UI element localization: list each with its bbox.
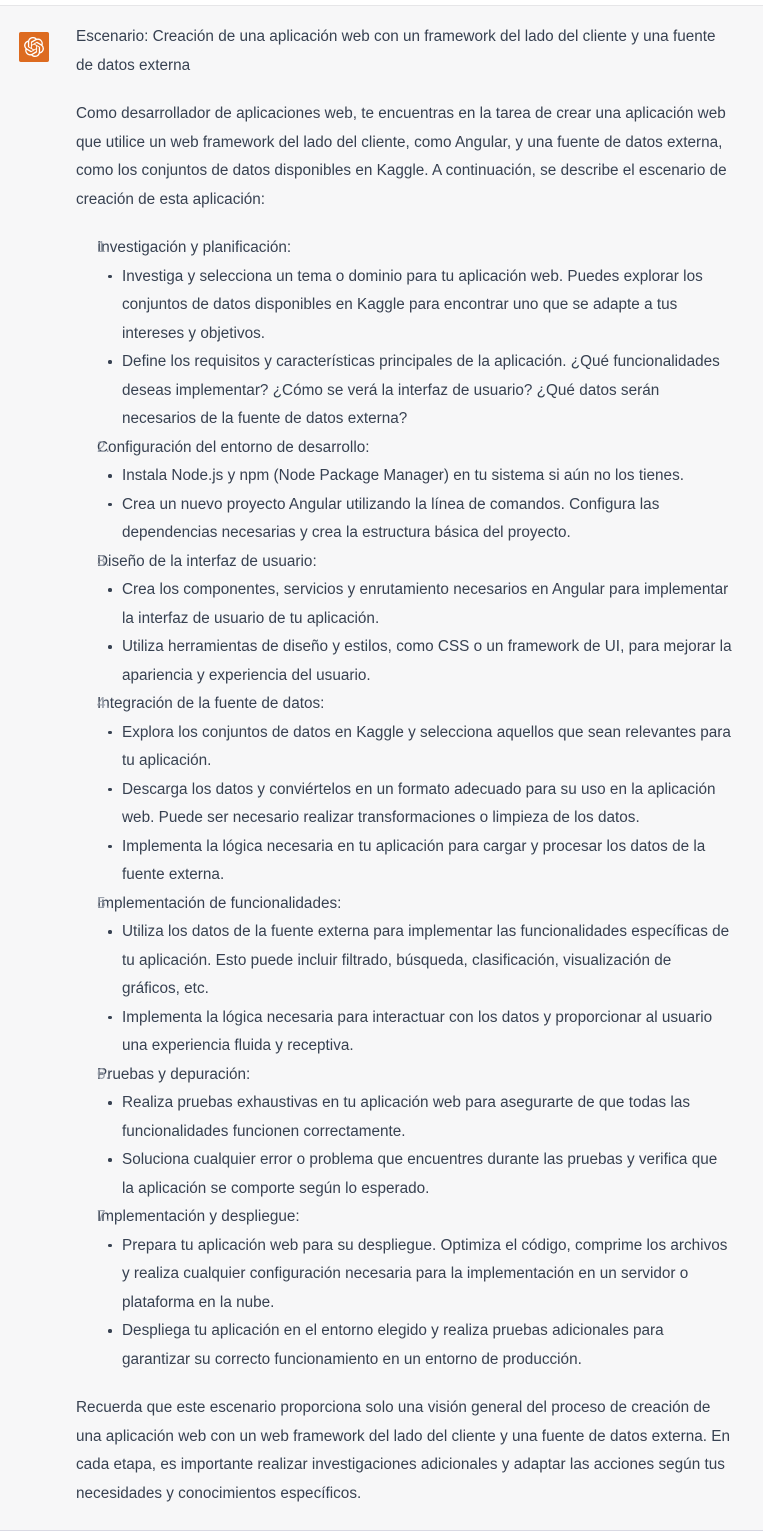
step-item xyxy=(76,234,733,434)
step-bullets xyxy=(97,263,733,434)
outro-paragraph: Recuerda que este escenario proporciona solo una visión general del proceso de creación de una aplicación web con un web framework del lado del cliente y una fuente de datos externa. En cada etapa, es importante realizar investigaciones adicionales y adaptar las acciones según tus necesidades y conocimientos específicos. xyxy=(76,1399,731,1502)
bullet-item: Define los requisitos y características principales de la aplicación. ¿Qué funcionalidades deseas implementar? ¿Cómo se verá la interfaz de usuario? ¿Qué datos serán necesarios de la fuente de datos externa? xyxy=(97,348,733,434)
bullet-item: Despliega tu aplicación en el entorno elegido y realiza pruebas adicionales para garantizar su correcto funcionamiento en un entorno de producción. xyxy=(97,1317,733,1374)
step-item xyxy=(76,1203,733,1374)
bullet-item: Realiza pruebas exhaustivas en tu aplicación web para asegurarte de que todas las funcionalidades funcionen correctamente. xyxy=(97,1089,733,1146)
assistant-avatar xyxy=(19,32,49,62)
step-title: Pruebas y depuración: xyxy=(97,1065,251,1083)
openai-logo-icon xyxy=(24,37,44,57)
step-item xyxy=(76,890,733,1061)
step-item xyxy=(76,690,733,890)
step-bullets xyxy=(97,462,733,548)
step-item xyxy=(76,1061,733,1204)
step-title: Implementación de funcionalidades: xyxy=(97,894,342,912)
bullet-item: Utiliza herramientas de diseño y estilos, como CSS o un framework de UI, para mejorar la apariencia y experiencia del usuario. xyxy=(97,633,733,690)
bullet-item: Prepara tu aplicación web para su despliegue. Optimiza el código, comprime los archivos y realiza cualquier configuración necesaria para la implementación en un servidor o plataforma en la nube. xyxy=(97,1232,733,1318)
step-title: Investigación y planificación: xyxy=(97,239,292,256)
step-bullets xyxy=(97,1089,733,1203)
bullet-item: Crea los componentes, servicios y enrutamiento necesarios en Angular para implementar la interfaz de usuario de tu aplicación. xyxy=(97,576,733,633)
bullet-item: Instala Node.js y npm (Node Package Manager) en tu sistema si aún no los tienes. xyxy=(97,462,733,491)
step-title: Integración de la fuente de datos: xyxy=(97,695,325,712)
bullet-item: Soluciona cualquier error o problema que encuentres durante las pruebas y verifica que la aplicación se comporte según lo esperado. xyxy=(97,1146,733,1203)
message-inner xyxy=(0,23,763,1508)
step-title: Implementación y despliegue: xyxy=(97,1208,300,1225)
assistant-message xyxy=(0,5,763,1531)
step-title: Diseño de la interfaz de usuario: xyxy=(97,552,317,570)
bullet-item: Implementa la lógica necesaria en tu aplicación para cargar y procesar los datos de la fuente externa. xyxy=(97,833,733,890)
bullet-item: Crea un nuevo proyecto Angular utilizando la línea de comandos. Configura las dependencias necesarias y crea la estructura básica del proyecto. xyxy=(97,491,733,548)
step-bullets xyxy=(97,576,733,690)
bullet-item: Investiga y selecciona un tema o dominio para tu aplicación web. Puedes explorar los conjuntos de datos disponibles en Kaggle para encontrar uno que se adapte a tus intereses y objetivos. xyxy=(97,263,733,349)
step-bullets xyxy=(97,918,733,1061)
step-bullets xyxy=(97,1232,733,1375)
message-content xyxy=(76,23,733,1508)
step-item xyxy=(76,548,733,691)
intro-paragraph: Como desarrollador de aplicaciones web, te encuentras en la tarea de crear una aplicación web que utilice un web framework del lado del cliente, como Angular, y una fuente de datos externa, como los conjuntos de datos disponibles en Kaggle. A continuación, se describe el escenario de creación de esta aplicación: xyxy=(76,105,727,208)
step-bullets xyxy=(97,719,733,890)
bullet-item: Utiliza los datos de la fuente externa para implementar las funcionalidades específicas de tu aplicación. Esto puede incluir filtrado, búsqueda, clasificación, visualización de gráficos, etc. xyxy=(97,918,733,1004)
scenario-heading: Escenario: Creación de una aplicación web con un framework del lado del cliente y una fuente de datos externa xyxy=(76,28,716,74)
bullet-item: Explora los conjuntos de datos en Kaggle y selecciona aquellos que sean relevantes para tu aplicación. xyxy=(97,719,733,776)
bullet-item: Implementa la lógica necesaria para interactuar con los datos y proporcionar al usuario una experiencia fluida y receptiva. xyxy=(97,1004,733,1061)
steps-list xyxy=(76,234,733,1374)
step-title: Configuración del entorno de desarrollo: xyxy=(97,438,370,456)
step-item xyxy=(76,434,733,548)
bullet-item: Descarga los datos y conviértelos en un formato adecuado para su uso en la aplicación web. Puede ser necesario realizar transformaciones o limpieza de los datos. xyxy=(97,776,733,833)
